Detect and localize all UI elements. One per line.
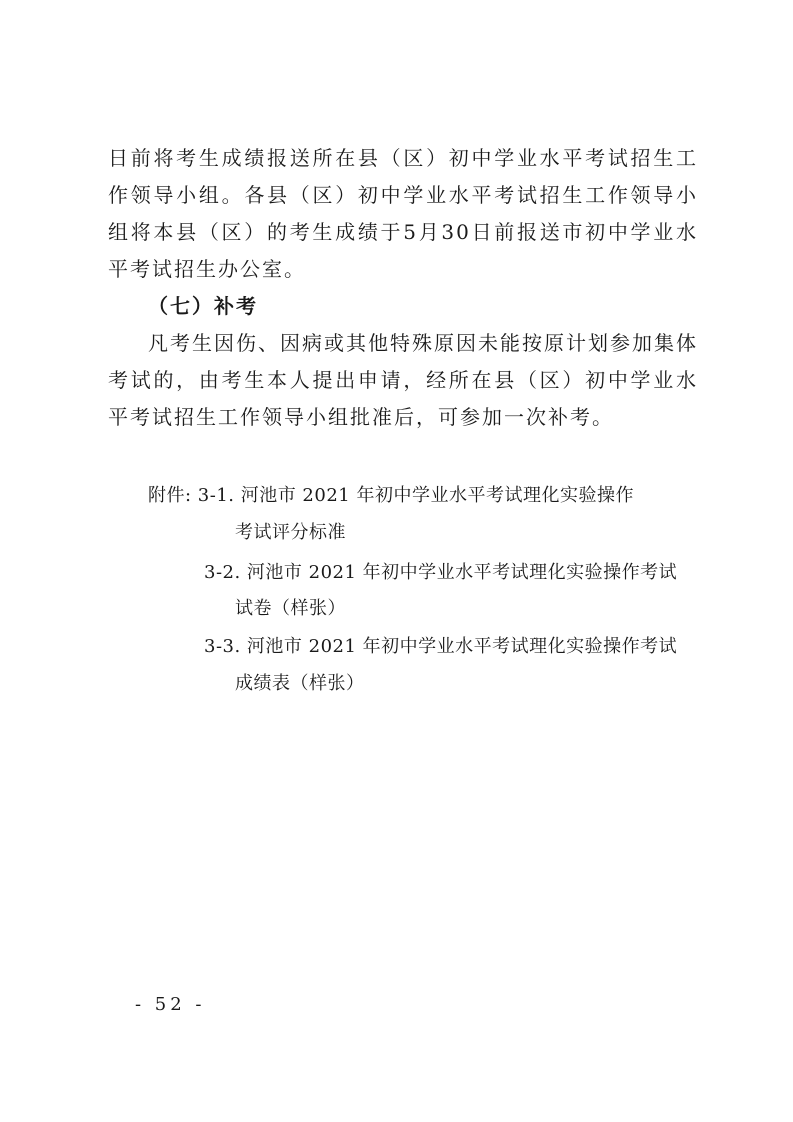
attachment-item-1-line-1: 附件: 3-1. 河池市 2021 年初中学业水平考试理化实验操作 <box>148 485 634 506</box>
attachment-item-2-line-1: 3-2. 河池市 2021 年初中学业水平考试理化实验操作考试 <box>204 562 678 583</box>
attachment-item-1-line-2: 考试评分标准 <box>235 522 346 543</box>
attachment-item-3-line-2: 成绩表（样张） <box>235 673 365 694</box>
section-heading-makeup-exam: （七）补考 <box>148 294 258 318</box>
body-paragraph-score-reporting: 日前将考生成绩报送所在县（区）初中学业水平考试招生工作领导小组。各县（区）初中学业水平考试招生工作领导小组将本县（区）的考生成绩于5月30日前报送市初中学业水平考试招生办公室。 <box>108 146 698 281</box>
page-number: - 52 - <box>135 994 206 1015</box>
body-paragraph-makeup-exam: 凡考生因伤、因病或其他特殊原因未能按原计划参加集体考试的，由考生本人提出申请，经所在县（区）初中学业水平考试招生工作领导小组批准后，可参加一次补考。 <box>108 331 698 429</box>
attachment-item-3-line-1: 3-3. 河池市 2021 年初中学业水平考试理化实验操作考试 <box>204 636 678 657</box>
attachment-item-2-line-2: 试卷（样张） <box>235 598 346 619</box>
